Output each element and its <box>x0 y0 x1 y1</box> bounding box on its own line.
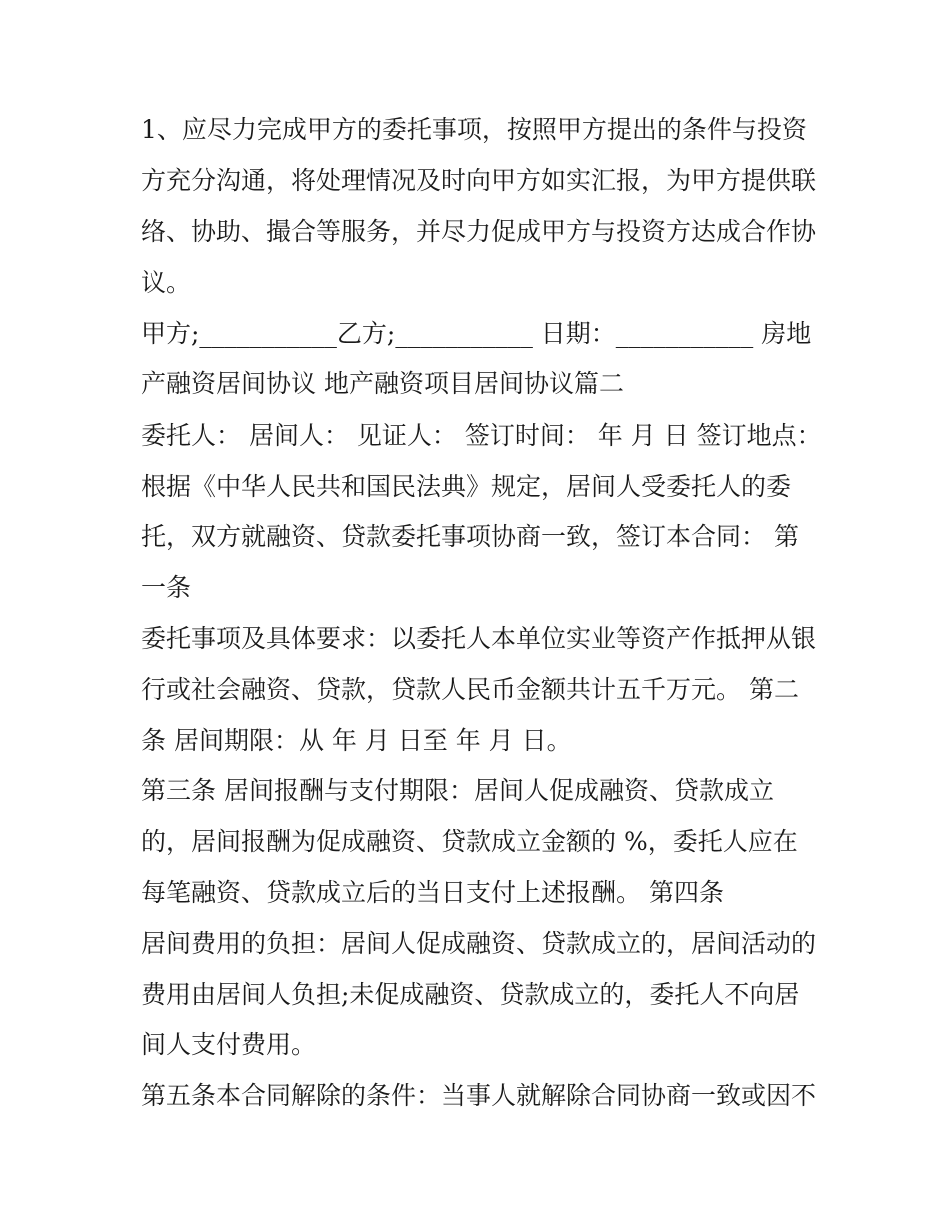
signature-line: 甲方;___________乙方;___________ 日期：___________ 房地 <box>141 319 812 348</box>
text-line: 第五条本合同解除的条件：当事人就解除合同协商一致或因不 <box>141 1081 817 1110</box>
text-line: 1、应尽力完成甲方的委托事项，按照甲方提出的条件与投资 <box>141 115 807 144</box>
text-line: 每笔融资、贷款成立后的当日支付上述报酬。 第四条 <box>141 878 724 907</box>
text-line: 议。 <box>141 268 192 297</box>
text-line: 方充分沟通，将处理情况及时向甲方如实汇报，为甲方提供联 <box>141 166 817 195</box>
text-line: 条 居间期限：从 年 月 日至 年 月 日。 <box>141 726 572 755</box>
text-line: 托，双方就融资、贷款委托事项协商一致，签订本合同： 第 <box>141 522 799 551</box>
text-line: 委托事项及具体要求：以委托人本单位实业等资产作抵押从银 <box>141 624 817 653</box>
text-line: 的，居间报酬为促成融资、贷款成立金额的 %，委托人应在 <box>141 827 798 856</box>
text-line: 委托人： 居间人： 见证人： 签订时间： 年 月 日 签订地点： <box>141 421 822 450</box>
section-title: 产融资居间协议 地产融资项目居间协议篇二 <box>141 369 624 398</box>
text-line: 络、协助、撮合等服务，并尽力促成甲方与投资方达成合作协 <box>141 217 817 246</box>
text-line: 一条 <box>141 573 192 602</box>
text-line: 第三条 居间报酬与支付期限：居间人促成融资、贷款成立 <box>141 776 774 805</box>
text-line: 根据《中华人民共和国民法典》规定，居间人受委托人的委 <box>141 472 792 501</box>
text-line: 费用由居间人负担;未促成融资、贷款成立的，委托人不向居 <box>141 980 800 1009</box>
text-line: 间人支付费用。 <box>141 1030 317 1059</box>
text-line: 居间费用的负担：居间人促成融资、贷款成立的，居间活动的 <box>141 929 817 958</box>
text-line: 行或社会融资、贷款，贷款人民币金额共计五千万元。 第二 <box>141 675 799 704</box>
